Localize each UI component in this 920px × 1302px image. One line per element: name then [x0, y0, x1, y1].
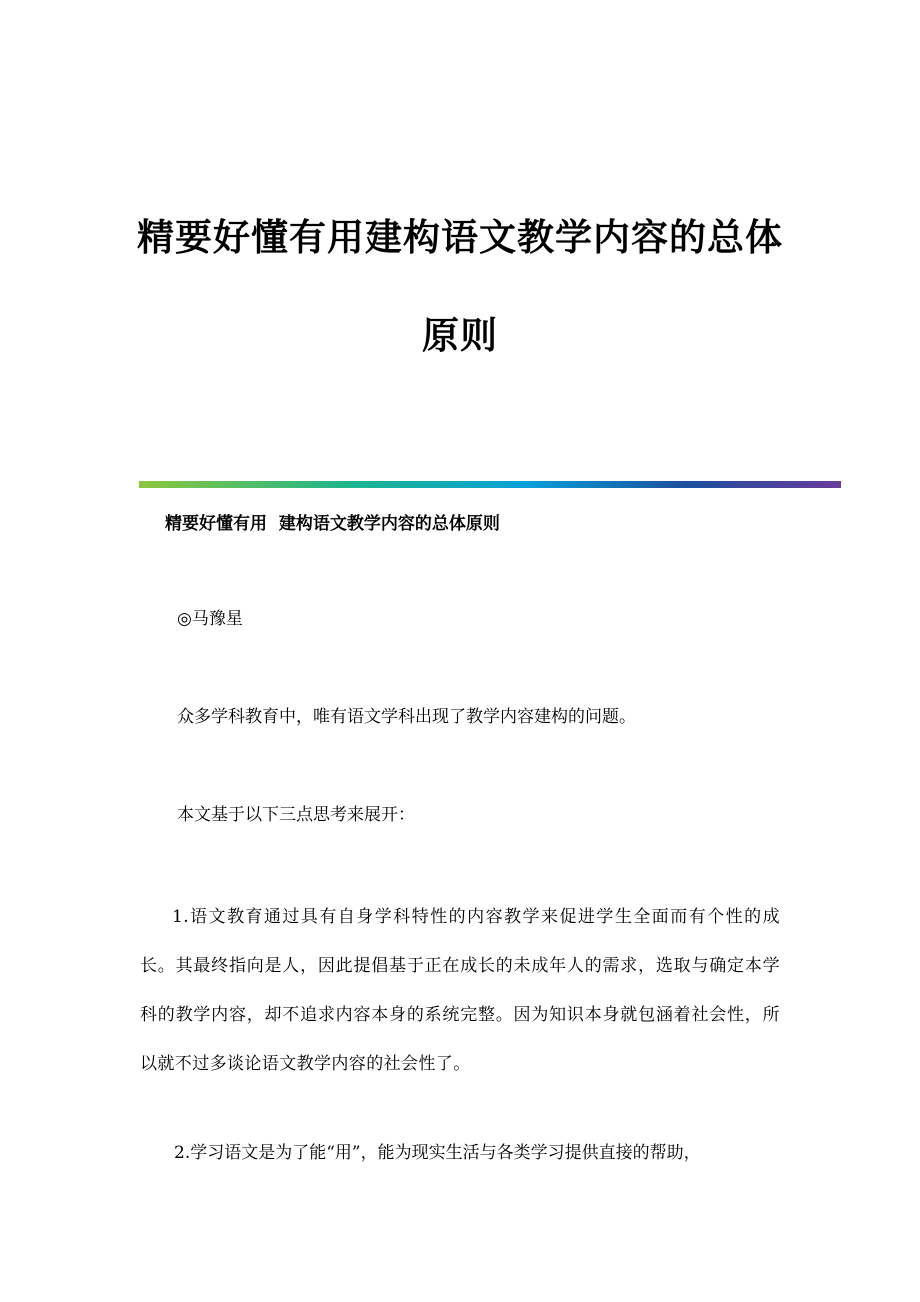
author-line: ◎马豫星 [177, 609, 243, 629]
article-subtitle: 精要好懂有用 建构语文教学内容的总体原则 [165, 514, 500, 534]
gradient-divider [139, 481, 841, 488]
paragraph-2: 本文基于以下三点思考来展开： [177, 805, 415, 825]
page-title-line-2: 原则 [422, 314, 498, 357]
paragraph-1: 众多学科教育中，唯有语文学科出现了教学内容建构的问题。 [177, 707, 636, 727]
paragraph-4: 2.学习语文是为了能“用”，能为现实生活与各类学习提供直接的帮助， [174, 1143, 701, 1163]
page-title-line-1: 精要好懂有用建构语文教学内容的总体 [137, 216, 783, 259]
paragraph-3: 1.语文教育通过具有自身学科特性的内容教学来促进学生全面而有个性的成长。其最终指向是人，因此提倡基于正在成长的未成年人的需求，选取与确定本学科的教学内容，却不追求内容本身的系统完整。因为知识本身就包涵着社会性，所以就不过多谈论语文教学内容的社会性了。 [140, 907, 780, 1074]
